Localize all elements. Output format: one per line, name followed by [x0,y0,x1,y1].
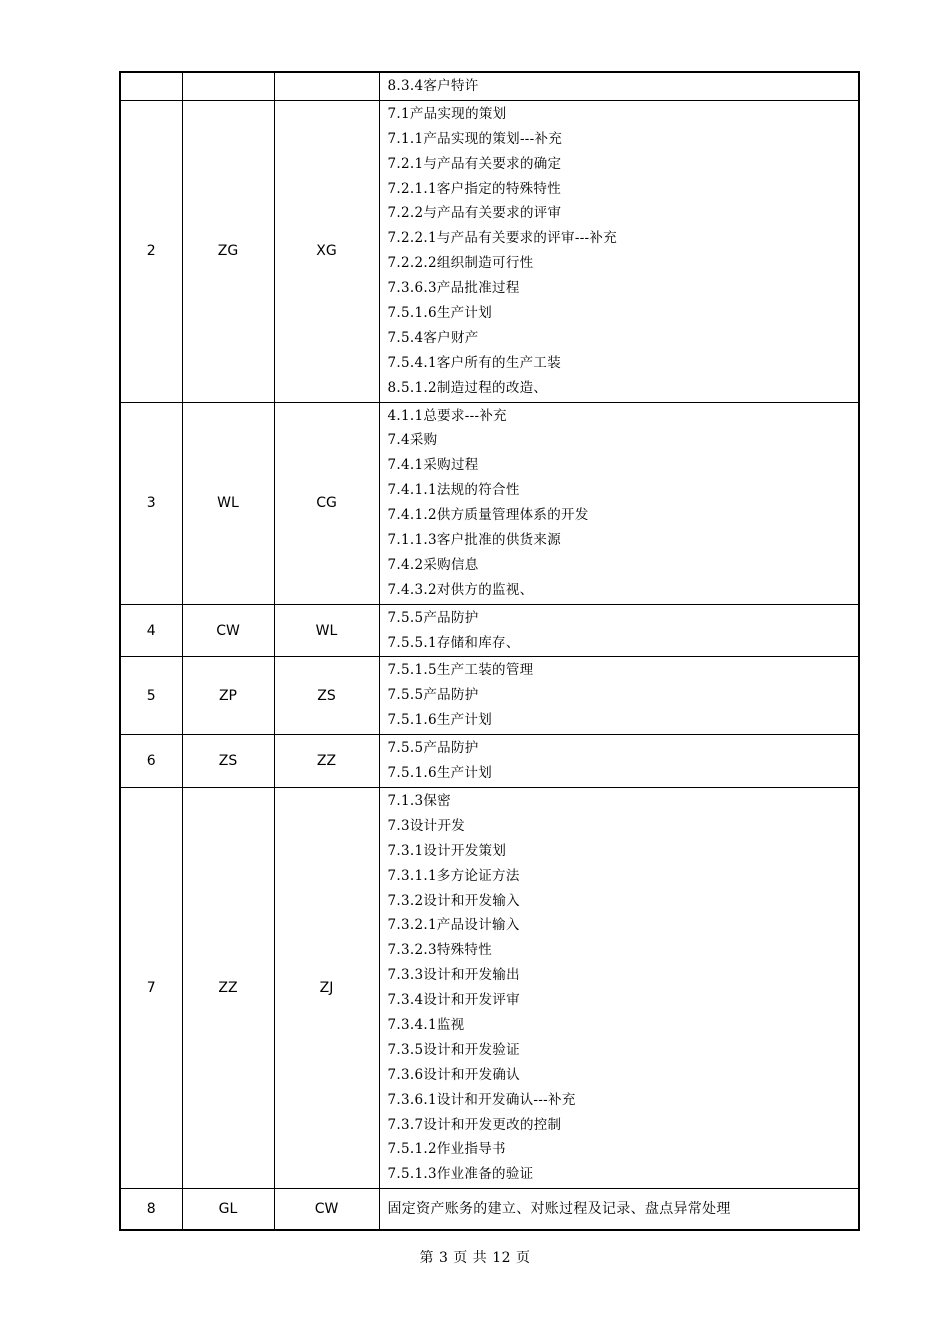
related-department-code: ZS [274,657,379,735]
clause-item: 7.3.3设计和开发输出 [387,967,520,984]
clause-list [379,72,859,100]
clause-item: 7.3.7设计和开发更改的控制 [387,1116,562,1133]
clause-item: 7.5.1.3作业准备的验证 [387,1166,534,1183]
clause-item: 7.4采购 [387,432,438,449]
clause-item: 7.3.1.1多方论证方法 [387,867,520,884]
row-number [120,72,182,100]
table-body [120,72,859,1230]
clause-list [379,657,859,735]
clause-list [379,787,859,1188]
clause-item: 7.4.1.2供方质量管理体系的开发 [387,507,589,524]
clause-item: 7.3.6.1设计和开发确认---补充 [387,1091,576,1108]
table-row [120,657,859,735]
clause-item: 7.3.5设计和开发验证 [387,1041,520,1058]
clause-item: 7.3.2设计和开发输入 [387,892,520,909]
table-row [120,604,859,657]
clause-item: 7.2.1.1客户指定的特殊特性 [387,180,562,197]
clause-item: 7.5.1.5生产工装的管理 [387,662,534,679]
clause-item: 7.1.1.3客户批准的供货来源 [387,532,562,549]
clause-item: 7.2.1与产品有关要求的确定 [387,155,562,172]
clause-item: 7.3.1设计开发策划 [387,842,507,859]
clause-item: 7.4.2采购信息 [387,556,479,573]
clause-list [379,1189,859,1231]
clause-item: 7.1产品实现的策划 [387,105,507,122]
clause-item: 7.5.1.6生产计划 [387,712,493,729]
clause-item: 7.5.4.1客户所有的生产工装 [387,354,562,371]
clause-item: 7.5.1.2作业指导书 [387,1141,506,1158]
department-code: ZG [182,100,274,402]
clause-list [379,604,859,657]
clause-item: 7.3.6设计和开发确认 [387,1066,520,1083]
clause-item: 7.2.2.2组织制造可行性 [387,255,534,272]
table-row [120,100,859,402]
clause-item: 7.3.6.3产品批准过程 [387,280,520,297]
responsibility-table [119,71,860,1231]
clause-item: 7.5.5产品防护 [387,740,479,757]
clause-item: 固定资产账务的建立、对账过程及记录、盘点异常处理 [387,1201,731,1218]
table-row [120,787,859,1188]
clause-item: 7.2.2.1与产品有关要求的评审---补充 [387,230,618,247]
clause-item: 7.5.4客户财产 [387,329,479,346]
clause-item: 7.3.4设计和开发评审 [387,992,520,1009]
clause-list [379,100,859,402]
row-number: 6 [120,735,182,788]
clause-item: 7.5.1.6生产计划 [387,765,493,782]
clause-item: 7.3.2.3特殊特性 [387,942,493,959]
clause-list [379,735,859,788]
clause-item: 7.3.4.1监视 [387,1016,465,1033]
department-code: ZS [182,735,274,788]
related-department-code: ZZ [274,735,379,788]
clause-item: 7.1.1产品实现的策划---补充 [387,130,563,147]
table-row [120,72,859,100]
table-row [120,1189,859,1231]
clause-item: 7.5.5产品防护 [387,609,479,626]
clause-item: 7.4.1采购过程 [387,457,479,474]
department-code [182,72,274,100]
related-department-code: XG [274,100,379,402]
related-department-code: ZJ [274,787,379,1188]
related-department-code: WL [274,604,379,657]
clause-list [379,402,859,604]
clause-item: 7.3设计开发 [387,817,466,834]
department-code: GL [182,1189,274,1231]
clause-item: 7.1.3保密 [387,792,451,809]
department-code: CW [182,604,274,657]
clause-item: 4.1.1总要求---补充 [387,407,507,424]
table-row [120,735,859,788]
related-department-code: CG [274,402,379,604]
table-row [120,402,859,604]
department-code: ZZ [182,787,274,1188]
clause-item: 7.4.3.2对供方的监视、 [387,581,534,598]
clause-item: 7.2.2与产品有关要求的评审 [387,205,562,222]
row-number: 4 [120,604,182,657]
row-number: 7 [120,787,182,1188]
clause-item: 8.3.4客户特许 [387,78,479,94]
page-footer: 第 3 页 共 12 页 [419,1250,531,1266]
clause-item: 7.5.5.1存储和库存、 [387,634,520,651]
clause-item: 7.5.1.6生产计划 [387,305,493,322]
row-number: 3 [120,402,182,604]
clause-item: 7.5.5产品防护 [387,687,479,704]
clause-item: 8.5.1.2制造过程的改造、 [387,379,548,396]
related-department-code: CW [274,1189,379,1231]
clause-item: 7.3.2.1产品设计输入 [387,917,520,934]
row-number: 5 [120,657,182,735]
clause-item: 7.4.1.1法规的符合性 [387,482,520,499]
row-number: 2 [120,100,182,402]
related-department-code [274,72,379,100]
row-number: 8 [120,1189,182,1231]
department-code: ZP [182,657,274,735]
department-code: WL [182,402,274,604]
